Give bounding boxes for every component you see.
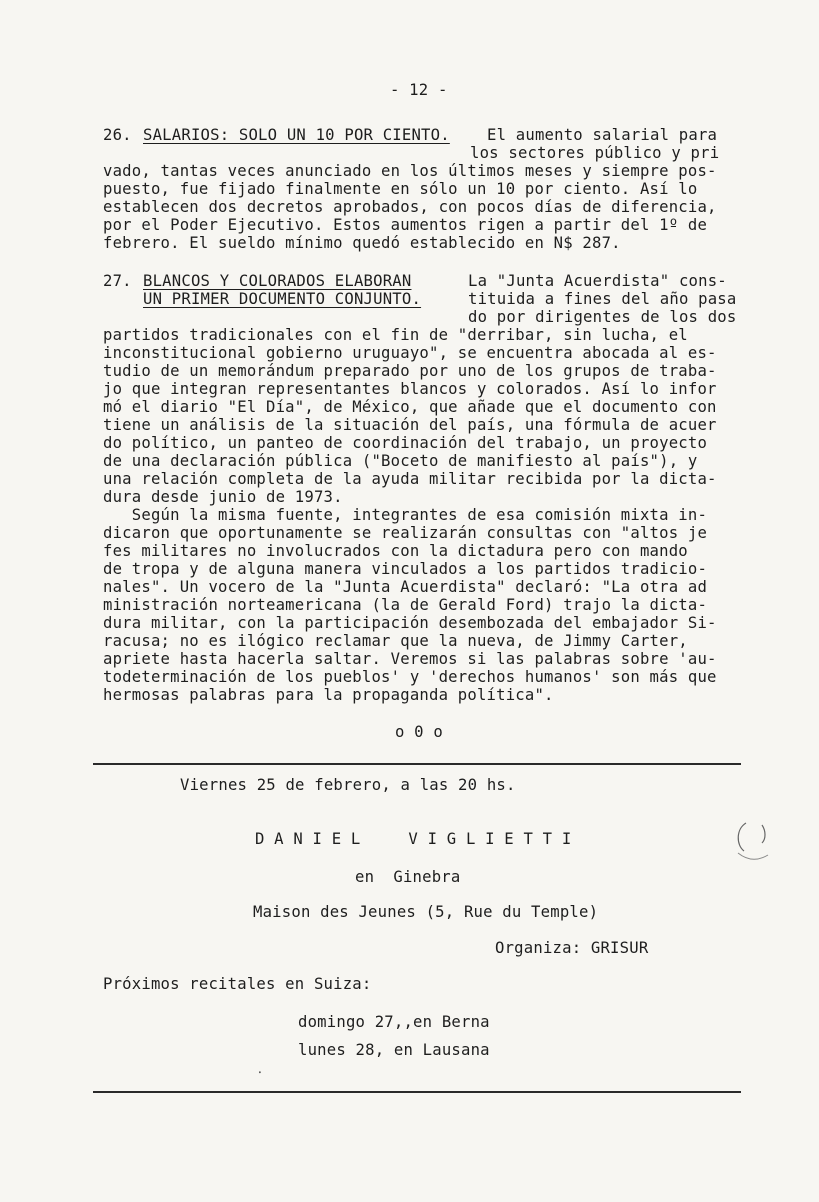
item-27-line: do por dirigentes de los dos — [468, 308, 737, 326]
next-recitals-heading: Próximos recitales en Suiza: — [103, 975, 372, 993]
item-27-line: una relación completa de la ayuda militar recibida por la dicta- — [103, 470, 717, 488]
event-organizer: Organiza: GRISUR — [495, 939, 649, 957]
item-27-line: La "Junta Acuerdista" cons- — [468, 272, 727, 290]
stray-mark-icon: ⸱ — [258, 1065, 262, 1081]
item-26-line: vado, tantas veces anunciado en los últimos meses y siempre pos- — [103, 162, 717, 180]
item-27-line: inconstitucional gobierno uruguayo", se encuentra abocada al es- — [103, 344, 717, 362]
item-27-line: Según la misma fuente, integrantes de esa comisión mixta in- — [103, 506, 708, 524]
event-date: Viernes 25 de febrero, a las 20 hs. — [180, 776, 516, 794]
item-26-line: establecen dos decretos aprobados, con pocos días de diferencia, — [103, 198, 717, 216]
next-recital-item: lunes 28, en Lausana — [298, 1041, 490, 1059]
item-26-number: 26. — [103, 126, 132, 144]
item-26-line: puesto, fue fijado finalmente en sólo un 10 por ciento. Así lo — [103, 180, 698, 198]
item-27-line: tituida a fines del año pasa — [468, 290, 737, 308]
item-27-line: mó el diario "El Día", de México, que añade que el documento con — [103, 398, 717, 416]
item-27-line: fes militares no involucrados con la dictadura pero con mando — [103, 542, 688, 560]
item-27-line: ministración norteamericana (la de Gerald Ford) trajo la dicta- — [103, 596, 708, 614]
item-27-number: 27. — [103, 272, 132, 290]
item-27-line: nales". Un vocero de la "Junta Acuerdista" declaró: "La otra ad — [103, 578, 708, 596]
item-27-line: partidos tradicionales con el fin de "derribar, sin lucha, el — [103, 326, 688, 344]
event-artist: D A N I E L V I G L I E T T I — [255, 830, 572, 848]
item-27-heading-line-2: UN PRIMER DOCUMENTO CONJUNTO. — [143, 290, 422, 308]
next-recital-item: domingo 27,,en Berna — [298, 1013, 490, 1031]
event-venue: Maison des Jeunes (5, Rue du Temple) — [253, 903, 599, 921]
item-26-line: febrero. El sueldo mínimo quedó establecido en N$ 287. — [103, 234, 621, 252]
item-27-line: hermosas palabras para la propaganda política". — [103, 686, 554, 704]
item-27-line: racusa; no es ilógico reclamar que la nueva, de Jimmy Carter, — [103, 632, 688, 650]
item-27-line: do político, un panteo de coordinación del trabajo, un proyecto — [103, 434, 708, 452]
item-27-line: dicaron que oportunamente se realizarán consultas con "altos je — [103, 524, 708, 542]
item-27-line: todeterminación de los pueblos' y 'derechos humanos' son más que — [103, 668, 717, 686]
horizontal-rule-top — [93, 763, 741, 765]
item-26-heading: SALARIOS: SOLO UN 10 POR CIENTO. — [143, 126, 450, 144]
item-26-line: los sectores público y pri — [470, 144, 720, 162]
horizontal-rule-bottom — [93, 1091, 741, 1093]
event-city: en Ginebra — [355, 868, 461, 886]
item-27-line: dura militar, con la participación desembozada del embajador Si- — [103, 614, 717, 632]
handwritten-mark-icon — [728, 815, 773, 865]
item-27-line: apriete hasta hacerla saltar. Veremos si las palabras sobre 'au- — [103, 650, 717, 668]
item-27-line: de tropa y de alguna manera vinculados a los partidos tradicio- — [103, 560, 708, 578]
item-26-line: por el Poder Ejecutivo. Estos aumentos rigen a partir del 1º de — [103, 216, 708, 234]
item-27-line: tudio de un memorándum preparado por uno de los grupos de traba- — [103, 362, 717, 380]
item-27-line: dura desde junio de 1973. — [103, 488, 343, 506]
item-27-line: tiene un análisis de la situación del país, una fórmula de acuer — [103, 416, 717, 434]
item-26-line: El aumento salarial para — [487, 126, 718, 144]
item-27-line: de una declaración pública ("Boceto de manifiesto al país"), y — [103, 452, 698, 470]
section-separator: o 0 o — [395, 723, 443, 741]
page-number: - 12 - — [390, 81, 448, 99]
item-27-line: jo que integran representantes blancos y colorados. Así lo infor — [103, 380, 717, 398]
item-27-heading-line-1: BLANCOS Y COLORADOS ELABORAN — [143, 272, 412, 290]
